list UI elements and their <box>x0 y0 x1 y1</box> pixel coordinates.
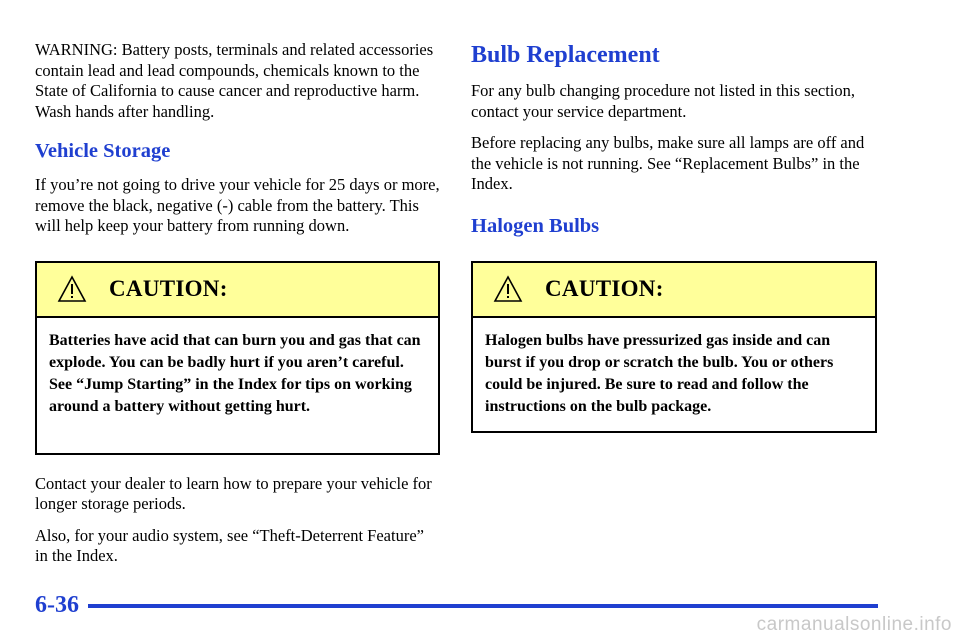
caution-header <box>37 263 438 318</box>
caution-title: CAUTION: <box>545 276 664 301</box>
bulb-replacement-text-1: For any bulb changing procedure not listed in this section, contact your service department. <box>471 81 856 121</box>
vehicle-storage-heading: Vehicle Storage <box>35 140 171 162</box>
battery-warning-text: WARNING: Battery posts, terminals and related accessories contain lead and lead compounds, chemicals known to the State of California to cause cancer and reproductive harm. Wash hands after handling. <box>35 40 434 121</box>
bulb-replacement-heading: Bulb Replacement <box>471 42 660 68</box>
caution-body: Halogen bulbs have pressurized gas inside and can burst if you drop or scratch the bulb. You or others could be injured. Be sure to read and follow the instructions on the bulb package. <box>485 331 834 415</box>
caution-body: Batteries have acid that can burn you and gas that can explode. You can be badly hurt if you aren’t careful. See “Jump Starting” in the Index for tips on working around a battery without getting hurt. <box>49 331 421 415</box>
caution-title: CAUTION: <box>109 276 228 301</box>
warning-triangle-icon <box>57 275 87 303</box>
page-number: 6-36 <box>35 592 79 618</box>
battery-caution-box <box>35 261 440 455</box>
bulb-replacement-text-2: Before replacing any bulbs, make sure all lamps are off and the vehicle is not running. See “Replacement Bulbs” in the Index. <box>471 133 865 193</box>
footer-rule <box>88 604 878 608</box>
dealer-storage-text: Contact your dealer to learn how to prepare your vehicle for longer storage periods. <box>35 473 432 513</box>
right-column <box>471 40 877 433</box>
left-column <box>35 40 440 578</box>
vehicle-storage-text: If you’re not going to drive your vehicle for 25 days or more, remove the black, negative (-) cable from the battery. This will help keep your battery from running down. <box>35 175 440 235</box>
audio-system-text: Also, for your audio system, see “Theft-Deterrent Feature” in the Index. <box>35 525 424 565</box>
halogen-caution-box <box>471 261 877 433</box>
watermark: carmanualsonline.info <box>756 614 952 635</box>
halogen-bulbs-heading: Halogen Bulbs <box>471 214 600 237</box>
warning-triangle-icon <box>493 275 523 303</box>
caution-header <box>473 263 875 318</box>
